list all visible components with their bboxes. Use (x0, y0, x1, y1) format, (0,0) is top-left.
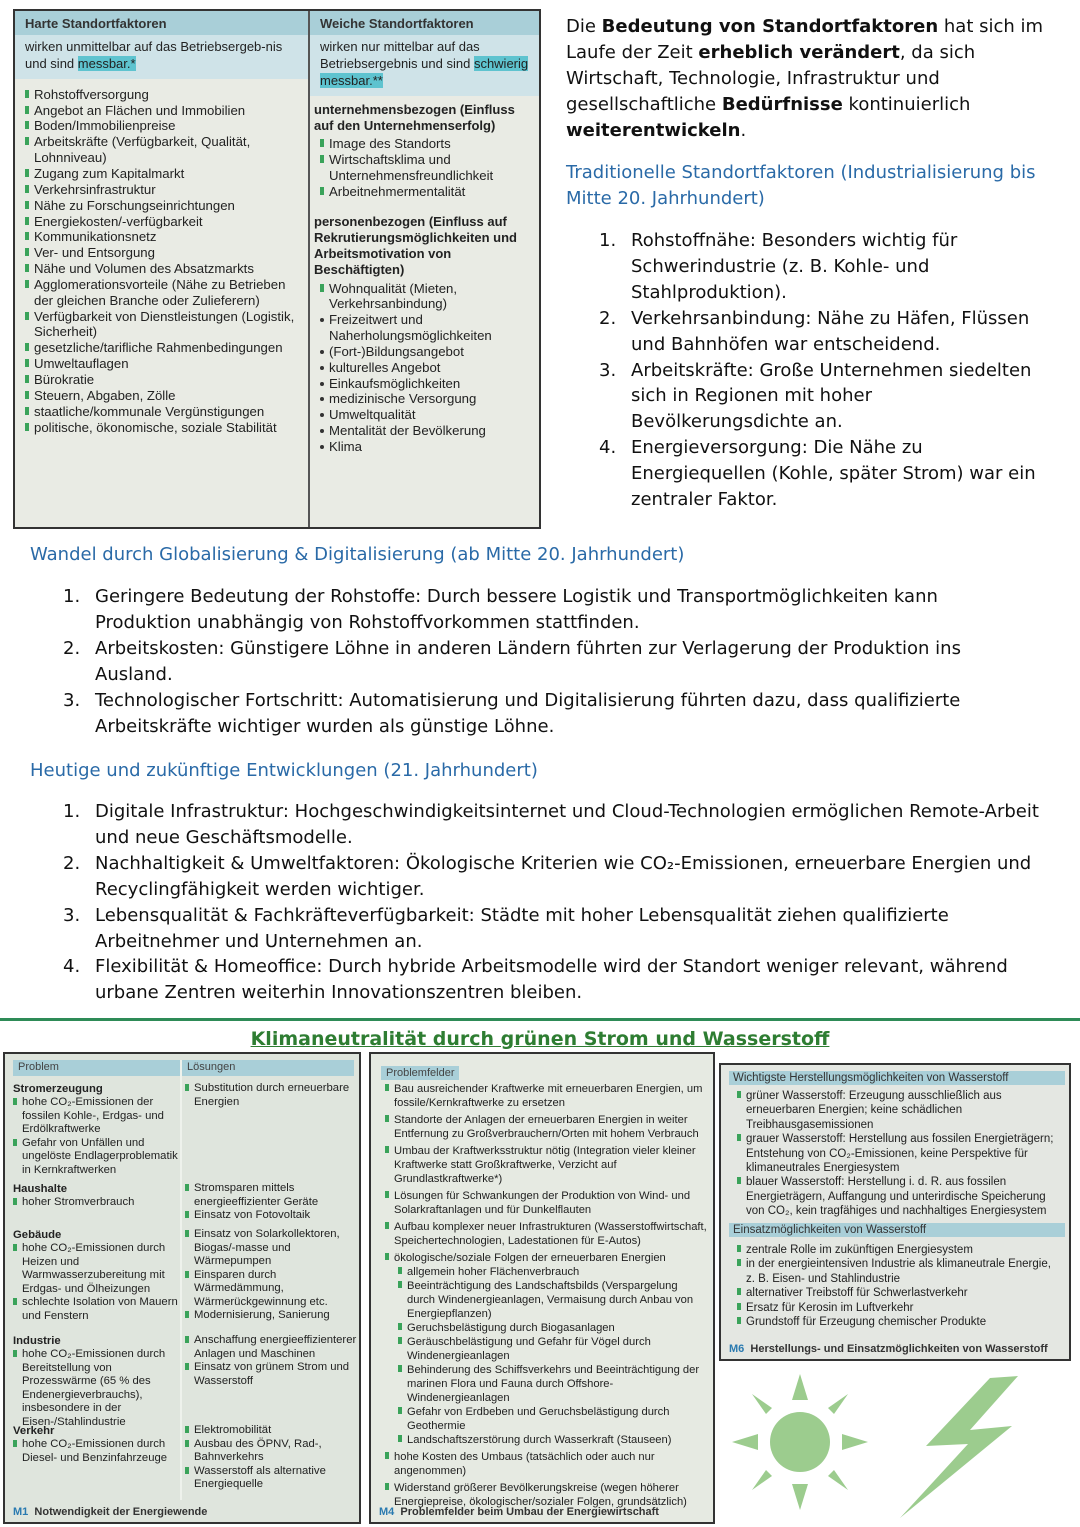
list-item: Agglomerationsvorteile (Nähe zu Betrieben der gleichen Branche oder Zulieferern) (25, 277, 300, 309)
list-item-text: Nachhaltigkeit & Umweltfaktoren: Ökologische Kriterien wie CO₂-Emissionen, erneuerbare Energien und Recyclingfähigkeit werden wichtiger. (95, 852, 1032, 900)
soft-desc-text: wirken nur mittelbar auf das Betriebsergebnis und sind (320, 39, 480, 71)
list-item: zentrale Rolle im zukünftigen Energiesystem (737, 1243, 1063, 1257)
hard-desc-highlight: messbar.* (77, 55, 136, 71)
hard-factors-column (15, 11, 310, 527)
section-divider (0, 1018, 1080, 1021)
list-item-text: Arbeitskosten: Günstigere Löhne in anderen Ländern führten zur Verlagerung der Produktion ins Ausland. (95, 637, 961, 685)
row-title: Verkehr (13, 1425, 55, 1437)
company-related-title: unternehmensbezogen (Einfluss auf den Unternehmenserfolg) (314, 101, 515, 133)
m6-wasserstoff-box (719, 1063, 1071, 1361)
hard-factors-description (15, 35, 308, 79)
list-item: hohe CO₂-Emissionen durch Diesel- und Benzinfahrzeuge (13, 1438, 178, 1465)
list-item: 3. Arbeitskräfte: Große Unternehmen siedelten sich in Regionen mit hoher Bevölkerungsdichte an. (599, 359, 1032, 433)
person-related-list (310, 279, 539, 455)
list-item: Ver- und Entsorgung (25, 245, 300, 261)
list-item: Behinderung des Schiffsverkehrs und Beeinträchtigung der marinen Flora und Fauna durch Offshore-Windenergieanlagen (398, 1363, 707, 1405)
row-title: Haushalte (13, 1183, 67, 1195)
list-item: 2. Arbeitskosten: Günstigere Löhne in anderen Ländern führten zur Verlagerung der Produktion ins Ausland. (63, 637, 961, 685)
list-item: gesetzliche/tarifliche Rahmenbedingungen (25, 340, 300, 356)
m6-usage-header: Einsatzmöglichkeiten von Wasserstoff (729, 1223, 1065, 1237)
intro-text: hat sich im Laufe der Zeit (566, 16, 1044, 63)
list-item-text: Digitale Infrastruktur: Hochgeschwindigkeitsinternet und Cloud-Technologien ermöglichen Remote-Arbeit und neue Geschäftsmodelle. (95, 801, 1039, 848)
caption-number: M6 (729, 1343, 745, 1355)
sun-icon (732, 1374, 868, 1510)
list-item: grauer Wasserstoff: Herstellung aus fossilen Energieträgern; Entstehung von CO₂-Emissionen, keine Perspektive für klimaneutrales Energiesystem (737, 1132, 1063, 1175)
list-item: Grundstoff für Erzeugung chemischer Produkte (737, 1315, 1063, 1329)
list-item: blauer Wasserstoff: Herstellung i. d. R. aus fossilen Energieträgern, Auffangung und unterirdische Speicherung von CO₂, kein tragfähiges und nachhaltiges Energiesystem (737, 1175, 1063, 1218)
lightning-icon (900, 1376, 1018, 1518)
m1-problem-header: Problem (13, 1060, 180, 1076)
list-item: Zugang zum Kapitalmarkt (25, 166, 300, 182)
list-item: Mentalität der Bevölkerung (320, 423, 531, 439)
list-item: 1. Geringere Bedeutung der Rohstoffe: Durch bessere Logistik und Transportmöglichkeiten kann Produktion unabhängig von Rohstoffvorkommen stattfinden. (63, 586, 938, 633)
list-item: Geräuschbelästigung und Gefahr für Vögel durch Windenergieanlagen (398, 1335, 707, 1363)
list-item: Umweltqualität (320, 407, 531, 423)
list-item: Boden/Immobilienpreise (25, 118, 300, 134)
list-item: Modernisierung, Sanierung (185, 1309, 357, 1323)
caption-text: Problemfelder beim Umbau der Energiewirtschaft (400, 1506, 659, 1518)
list-item: 2. Verkehrsanbindung: Nähe zu Häfen, Flüssen und Bahnhöfen war entscheidend. (599, 307, 1030, 355)
list-item: Stromsparen mittels energieeffizienter Geräte (185, 1182, 357, 1209)
hard-factors-header: Harte Standortfaktoren (15, 11, 308, 35)
list-item: 3. Technologischer Fortschritt: Automatisierung und Digitalisierung führten dazu, dass qualifizierte Arbeitskräfte wichtiger wurden als günstige Löhne. (63, 689, 961, 737)
list-item: Klima (320, 439, 531, 455)
traditional-heading: Traditionelle Standortfaktoren (Industrialisierung bis Mitte 20. Jahrhundert) (566, 162, 1036, 209)
list-item-text: ökologische/soziale Folgen der erneuerbaren Energien (394, 1252, 666, 1264)
list-item: Kommunikationsnetz (25, 229, 300, 245)
list-item-text: Geringere Bedeutung der Rohstoffe: Durch bessere Logistik und Transportmöglichkeiten kann Produktion unabhängig von Rohstoffvorkommen stattfinden. (95, 586, 938, 633)
list-item: Widerstand größerer Bevölkerungskreise (wegen höherer Energiepreise, ökologischer/sozialer Folgen, grundsätzlich) (385, 1481, 707, 1509)
hard-factors-list (15, 79, 308, 436)
list-item: Nähe zu Forschungseinrichtungen (25, 198, 300, 214)
list-item: Ersatz für Kerosin im Luftverkehr (737, 1301, 1063, 1315)
intro-bold: weiterentwickeln (566, 119, 741, 141)
intro-paragraph (566, 14, 1046, 144)
list-item-text: Technologischer Fortschritt: Automatisierung und Digitalisierung führten dazu, dass qualifizierte Arbeitskräfte wichtiger wurden als günstige Löhne. (95, 689, 961, 737)
list-item: schlechte Isolation von Mauern und Fenstern (13, 1296, 178, 1323)
list-item: Standorte der Anlagen der erneuerbaren Energien in weiter Entfernung zu Großverbrauchern/Orten mit hohem Verbrauch (385, 1113, 707, 1141)
list-item-text: Arbeitskräfte: Große Unternehmen siedelten sich in Regionen mit hoher Bevölkerungsdichte an. (631, 359, 1032, 433)
standortfaktoren-table (13, 9, 541, 529)
list-item: Wohnqualität (Mieten, Verkehrsanbindung) (320, 281, 531, 313)
list-item: Nähe und Volumen des Absatzmarkts (25, 261, 300, 277)
list-item: Aufbau komplexer neuer Infrastrukturen (Wasserstoffwirtschaft, Speichertechnologien, Ladestationen für E-Autos) (385, 1220, 707, 1248)
intro-text: kontinuierlich (842, 93, 971, 115)
list-item: in der energieintensiven Industrie als klimaneutrale Energie, z. B. Eisen- und Stahlindustrie (737, 1257, 1063, 1286)
icons-svg (730, 1372, 1070, 1522)
list-item: Verfügbarkeit von Dienstleistungen (Logistik, Sicherheit) (25, 309, 300, 341)
list-item: 1. Digitale Infrastruktur: Hochgeschwindigkeitsinternet und Cloud-Technologien ermöglichen Remote-Arbeit und neue Geschäftsmodelle. (63, 801, 1039, 848)
list-item-text: Lebensqualität & Fachkräfteverfügbarkeit: Städte mit hoher Lebensqualität ziehen qualifizierte Arbeitnehmer und Unternehmen an. (95, 904, 949, 952)
intro-text: Die (566, 16, 602, 37)
list-item: Umweltauflagen (25, 356, 300, 372)
list-item: Ausbau des ÖPNV, Rad-, Bahnverkehrs (185, 1438, 357, 1465)
list-item: alternativer Treibstoff für Schwerlastverkehr (737, 1286, 1063, 1300)
list-item: Gefahr von Unfällen und ungelöste Endlagerproblematik in Kernkraftwerken (13, 1137, 178, 1178)
list-item: Landschaftszerstörung durch Wasserkraft (Stauseen) (398, 1433, 707, 1447)
caption-number: M4 (379, 1506, 395, 1518)
list-item: Umbau der Kraftwerksstruktur nötig (Integration vieler kleiner Kraftwerke statt Großkraftwerke, Verzicht auf Grundlastkraftwerke*) (385, 1144, 707, 1186)
m4-caption (379, 1506, 659, 1518)
m1-energiewende-table (3, 1052, 361, 1524)
list-item: Energiekosten/-verfügbarkeit (25, 214, 300, 230)
row-title: Stromerzeugung (13, 1083, 103, 1095)
list-item: hohe CO₂-Emissionen durch Bereitstellung von Prozesswärme (65 % des Endenergieverbrauchs), insbesondere in der Eisen-/Stahlindustrie (13, 1348, 178, 1429)
intro-bold: Bedürfnisse (721, 93, 843, 115)
list-item: Einsatz von Fotovoltaik (185, 1209, 357, 1223)
list-item: Rohstoffversorgung (25, 87, 300, 103)
globalization-list (63, 584, 1033, 739)
climate-title: Klimaneutralität durch grünen Strom und Wasserstoff (250, 1028, 830, 1050)
list-item: Image des Standorts (320, 136, 531, 152)
list-item: 3. Lebensqualität & Fachkräfteverfügbarkeit: Städte mit hoher Lebensqualität ziehen qualifizierte Arbeitnehmer und Unternehmen an. (63, 904, 949, 952)
row-title: Gebäude (13, 1229, 62, 1241)
m6-production-header: Wichtigste Herstellungsmöglichkeiten von Wasserstoff (729, 1071, 1065, 1085)
list-item: Bürokratie (25, 372, 300, 388)
list-item-text: Rohstoffnähe: Besonders wichtig für Schwerindustrie (z. B. Kohle- und Stahlproduktion). (631, 230, 958, 303)
list-item: politische, ökonomische, soziale Stabilität (25, 420, 300, 436)
caption-text: Notwendigkeit der Energiewende (34, 1506, 208, 1518)
list-item: hoher Stromverbrauch (13, 1196, 178, 1210)
decorative-icons (730, 1372, 1070, 1522)
m6-usage-list (737, 1243, 1063, 1329)
list-item: Einsatz von grünem Strom und Wasserstoff (185, 1361, 357, 1388)
list-item: Lösungen für Schwankungen der Produktion von Wind- und Solarkraftanlagen und für Dunkelflauten (385, 1189, 707, 1217)
soft-desc-highlight: schwierig messbar.** (320, 55, 529, 88)
m4-problemfelder-box (369, 1052, 715, 1524)
list-item: staatliche/kommunale Vergünstigungen (25, 404, 300, 420)
list-item-text: Verkehrsanbindung: Nähe zu Häfen, Flüssen und Bahnhöfen war entscheidend. (631, 307, 1030, 355)
today-list (63, 799, 1053, 1006)
intro-text: , da sich Wirtschaft, Technologie, Infrastruktur und gesellschaftliche (566, 41, 976, 115)
m4-list (385, 1082, 707, 1512)
list-item: 4. Energieversorgung: Die Nähe zu Energiequellen (Kohle, später Strom) war ein zentraler Faktor. (599, 437, 1036, 511)
list-item: hohe CO₂-Emissionen der fossilen Kohle-, Erdgas- und Erdölkraftwerke (13, 1096, 178, 1137)
column-divider (180, 1060, 182, 1500)
list-item: 4. Flexibilität & Homeoffice: Durch hybride Arbeitsmodelle wird der Standort weniger relevant, während urbane Zentren weiterhin Innovationszentren bleiben. (63, 956, 1008, 1004)
list-item: Arbeitskräfte (Verfügbarkeit, Qualität, Lohnniveau) (25, 134, 300, 166)
soft-factors-description (310, 35, 539, 96)
intro-bold: erheblich verändert (698, 41, 900, 63)
list-item: Wirtschaftsklima und Unternehmensfreundlichkeit (320, 152, 531, 184)
list-item: Substitution durch erneuerbare Energien (185, 1082, 357, 1109)
m1-solution-header: Lösungen (182, 1060, 354, 1076)
list-item: Einkaufsmöglichkeiten (320, 376, 531, 392)
list-item: Einsparen durch Wärmedämmung, Wärmerückgewinnung etc. (185, 1269, 357, 1310)
list-item: Verkehrsinfrastruktur (25, 182, 300, 198)
list-item (385, 1251, 707, 1447)
person-related-title: personenbezogen (Einfluss auf Rekrutierungsmöglichkeiten und Arbeitsmotivation von Beschäftigten) (314, 213, 517, 278)
list-item: Anschaffung energieeffizienterer Anlagen und Maschinen (185, 1334, 357, 1361)
m4-sublist (394, 1265, 707, 1447)
list-item: kulturelles Angebot (320, 360, 531, 376)
list-item: Beeinträchtigung des Landschaftsbilds (Verspargelung durch Windenergieanlagen, Vermaisung durch Anbau von Energiepflanzen) (398, 1279, 707, 1321)
soft-factors-header: Weiche Standortfaktoren (310, 11, 539, 35)
hard-desc-text: wirken unmittelbar auf das Betriebsergeb-nis und sind (25, 39, 283, 71)
list-item: Geruchsbelästigung durch Biogasanlagen (398, 1321, 707, 1335)
m1-caption (13, 1506, 207, 1518)
list-item-text: Flexibilität & Homeoffice: Durch hybride Arbeitsmodelle wird der Standort weniger relevant, während urbane Zentren weiterhin Innovationszentren bleiben. (95, 956, 1008, 1004)
row-title: Industrie (13, 1335, 61, 1347)
m6-production-list (737, 1089, 1063, 1218)
list-item: medizinische Versorgung (320, 391, 531, 407)
list-item: (Fort-)Bildungsangebot (320, 344, 531, 360)
list-item-text: Energieversorgung: Die Nähe zu Energiequellen (Kohle, später Strom) war ein zentraler Faktor. (631, 437, 1036, 511)
list-item: hohe Kosten des Umbaus (tatsächlich oder auch nur angenommen) (385, 1450, 707, 1478)
m6-caption (729, 1343, 1048, 1355)
soft-factors-column (310, 11, 539, 527)
list-item: Elektromobilität (185, 1424, 357, 1438)
intro-text: . (740, 119, 747, 141)
list-item: Wasserstoff als alternative Energiequelle (185, 1465, 357, 1492)
list-item: grüner Wasserstoff: Erzeugung ausschließlich aus erneuerbaren Energien; keine schädlichen Treibhausgasemissionen (737, 1089, 1063, 1132)
caption-text: Herstellungs- und Einsatzmöglichkeiten von Wasserstoff (750, 1343, 1048, 1355)
list-item: hohe CO₂-Emissionen durch Heizen und Warmwasserzubereitung mit Erdgas- und Ölheizungen (13, 1242, 178, 1296)
caption-number: M1 (13, 1506, 29, 1518)
list-item: Angebot an Flächen und Immobilien (25, 103, 300, 119)
list-item: Gefahr von Erdbeben und Geruchsbelästigung durch Geothermie (398, 1405, 707, 1433)
list-item: 2. Nachhaltigkeit & Umweltfaktoren: Ökologische Kriterien wie CO₂-Emissionen, erneuerbare Energien und Recyclingfähigkeit werden wichtiger. (63, 852, 1032, 900)
company-related-list (310, 134, 539, 199)
traditional-list (599, 228, 1054, 513)
m4-header: Problemfelder (381, 1066, 459, 1080)
list-item: Einsatz von Solarkollektoren, Biogas/-masse und Wärmepumpen (185, 1228, 357, 1269)
intro-bold: Bedeutung von Standortfaktoren (601, 16, 939, 37)
globalization-heading: Wandel durch Globalisierung & Digitalisierung (ab Mitte 20. Jahrhundert) (30, 544, 685, 565)
list-item: allgemein hoher Flächenverbrauch (398, 1265, 707, 1279)
list-item: Freizeitwert und Naherholungsmöglichkeiten (320, 312, 531, 344)
list-item: Steuern, Abgaben, Zölle (25, 388, 300, 404)
list-item: Arbeitnehmermentalität (320, 184, 531, 200)
today-heading: Heutige und zukünftige Entwicklungen (21. Jahrhundert) (30, 760, 538, 781)
list-item: 1. Rohstoffnähe: Besonders wichtig für Schwerindustrie (z. B. Kohle- und Stahlproduktion). (599, 230, 958, 303)
list-item: Bau ausreichender Kraftwerke mit erneuerbaren Energien, um fossile/Kernkraftwerke zu ersetzen (385, 1082, 707, 1110)
